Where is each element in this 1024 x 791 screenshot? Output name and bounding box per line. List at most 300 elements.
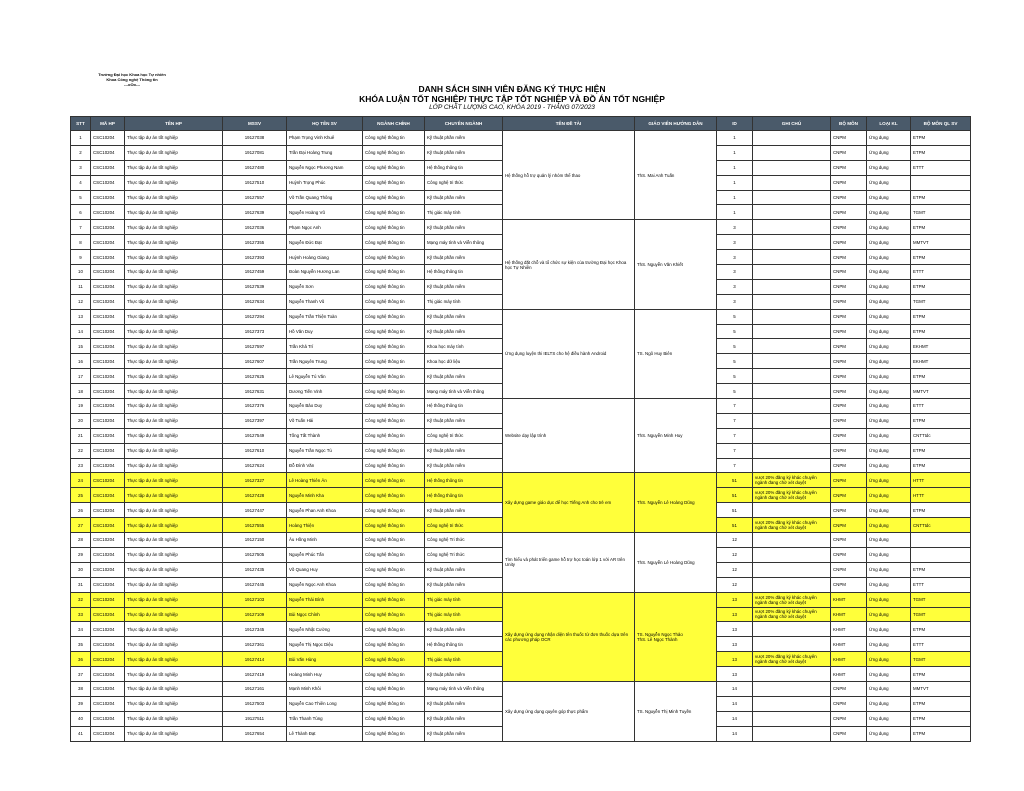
student-id-cell: 19127511	[223, 711, 287, 726]
managing-department-cell: ETPM	[911, 622, 971, 637]
department-cell: CNPM	[831, 399, 867, 414]
course-code-cell: CSC10204	[91, 145, 125, 160]
note-cell	[753, 145, 831, 160]
department-cell: CNPM	[831, 354, 867, 369]
course-name-cell: Thực tập dự án tốt nghiệp	[125, 369, 223, 384]
managing-department-cell: ETPM	[911, 503, 971, 518]
major-cell: Công nghệ thông tin	[363, 488, 425, 503]
managing-department-cell: MMTVT	[911, 235, 971, 250]
course-code-cell: CSC10204	[91, 428, 125, 443]
student-id-cell: 19127539	[223, 279, 287, 294]
table-row	[71, 592, 971, 607]
document-subtitle: KHÓA LUẬN TỐT NGHIỆP/ THỰC TẬP TỐT NGHIỆP VÀ ĐỒ ÁN TỐT NGHIỆP	[359, 94, 665, 104]
advisor-cell: ThS. Nguyễn Minh Huy	[635, 399, 717, 473]
stt-cell: 9	[71, 250, 91, 265]
course-name-cell: Thực tập dự án tốt nghiệp	[125, 250, 223, 265]
course-name-cell: Thực tập dự án tốt nghiệp	[125, 384, 223, 399]
note-cell	[753, 175, 831, 190]
stt-cell: 22	[71, 443, 91, 458]
topic-id-cell: 51	[717, 488, 753, 503]
course-code-cell: CSC10204	[91, 279, 125, 294]
department-cell: CNPM	[831, 265, 867, 280]
specialization-cell: Kỹ thuật phần mềm	[425, 577, 503, 592]
course-code-cell: CSC10204	[91, 175, 125, 190]
student-name-cell: Mạnh Minh Khôi	[287, 681, 363, 696]
course-code-cell: CSC10204	[91, 726, 125, 741]
note-cell	[753, 309, 831, 324]
department-cell: CNPM	[831, 294, 867, 309]
student-name-cell: Nguyễn Thị Ngọc Diệu	[287, 637, 363, 652]
course-code-cell: CSC10204	[91, 131, 125, 146]
note-cell	[753, 681, 831, 696]
specialization-cell: Hệ thống thông tin	[425, 160, 503, 175]
course-code-cell: CSC10204	[91, 205, 125, 220]
topic-id-cell: 3	[717, 265, 753, 280]
course-name-cell: Thực tập dự án tốt nghiệp	[125, 592, 223, 607]
student-id-cell: 19127624	[223, 458, 287, 473]
department-cell: CNPM	[831, 279, 867, 294]
department-cell: CNPM	[831, 324, 867, 339]
stt-cell: 16	[71, 354, 91, 369]
note-cell	[753, 354, 831, 369]
managing-department-cell: ETPM	[911, 413, 971, 428]
topic-id-cell: 14	[717, 696, 753, 711]
course-name-cell: Thực tập dự án tốt nghiệp	[125, 503, 223, 518]
course-name-cell: Thực tập dự án tốt nghiệp	[125, 637, 223, 652]
note-cell	[753, 384, 831, 399]
major-cell: Công nghệ thông tin	[363, 369, 425, 384]
department-cell: KHMT	[831, 607, 867, 622]
thesis-type-cell: Ứng dụng	[867, 473, 911, 488]
course-name-cell: Thực tập dự án tốt nghiệp	[125, 235, 223, 250]
thesis-type-cell: Ứng dụng	[867, 399, 911, 414]
specialization-cell: Kỹ thuật phần mềm	[425, 250, 503, 265]
topic-id-cell: 12	[717, 533, 753, 548]
note-cell	[753, 324, 831, 339]
student-id-cell: 19127597	[223, 339, 287, 354]
stt-cell: 29	[71, 547, 91, 562]
note-cell: vượt 20% đăng ký khác chuyên ngành đang chờ xét duyệt	[753, 652, 831, 667]
department-cell: KHMT	[831, 667, 867, 682]
stt-cell: 14	[71, 324, 91, 339]
managing-department-cell: MMTVT	[911, 681, 971, 696]
course-code-cell: CSC10204	[91, 696, 125, 711]
course-name-cell: Thực tập dự án tốt nghiệp	[125, 652, 223, 667]
student-id-cell: 19127445	[223, 577, 287, 592]
thesis-type-cell: Ứng dụng	[867, 577, 911, 592]
course-name-cell: Thực tập dự án tốt nghiệp	[125, 547, 223, 562]
student-name-cell: Tống Tất Thành	[287, 428, 363, 443]
note-cell: vượt 20% đăng ký khác chuyên ngành đang chờ xét duyệt	[753, 607, 831, 622]
topic-title-cell: Xây dựng game giáo dục để học Tiếng Anh cho trẻ em	[503, 473, 635, 533]
student-name-cell: Nguyễn Ngọc Phương Nam	[287, 160, 363, 175]
student-name-cell: Đỗ Đình Văn	[287, 458, 363, 473]
topic-id-cell: 7	[717, 399, 753, 414]
course-name-cell: Thực tập dự án tốt nghiệp	[125, 711, 223, 726]
student-id-cell: 19127397	[223, 413, 287, 428]
topic-id-cell: 7	[717, 413, 753, 428]
specialization-cell: Kỹ thuật phần mềm	[425, 369, 503, 384]
course-code-cell: CSC10204	[91, 622, 125, 637]
thesis-type-cell: Ứng dụng	[867, 369, 911, 384]
stt-cell: 18	[71, 384, 91, 399]
stt-cell: 26	[71, 503, 91, 518]
managing-department-cell: ETPM	[911, 711, 971, 726]
specialization-cell: Hệ thống thông tin	[425, 399, 503, 414]
course-code-cell: CSC10204	[91, 518, 125, 533]
student-name-cell: Hồ Văn Duy	[287, 324, 363, 339]
department-cell: CNPM	[831, 518, 867, 533]
department-cell: CNPM	[831, 160, 867, 175]
department-cell: CNPM	[831, 547, 867, 562]
thesis-type-cell: Ứng dụng	[867, 696, 911, 711]
department-cell: CNPM	[831, 131, 867, 146]
thesis-type-cell: Ứng dụng	[867, 279, 911, 294]
student-id-cell: 19127480	[223, 160, 287, 175]
managing-department-cell: TGMT	[911, 205, 971, 220]
course-name-cell: Thực tập dự án tốt nghiệp	[125, 145, 223, 160]
course-code-cell: CSC10204	[91, 220, 125, 235]
major-cell: Công nghệ thông tin	[363, 681, 425, 696]
stt-cell: 27	[71, 518, 91, 533]
managing-department-cell: ETPM	[911, 250, 971, 265]
course-name-cell: Thực tập dự án tốt nghiệp	[125, 220, 223, 235]
student-id-cell: 19127503	[223, 696, 287, 711]
stt-cell: 32	[71, 592, 91, 607]
student-id-cell: 19127549	[223, 428, 287, 443]
column-header: TÊN HP	[125, 117, 223, 131]
student-name-cell: Lê Nguyễn Tú Văn	[287, 369, 363, 384]
thesis-type-cell: Ứng dụng	[867, 324, 911, 339]
student-id-cell: 19127081	[223, 145, 287, 160]
managing-department-cell: ETPM	[911, 309, 971, 324]
topic-id-cell: 14	[717, 711, 753, 726]
student-name-cell: Âu Hồng Minh	[287, 533, 363, 548]
stt-cell: 15	[71, 339, 91, 354]
course-code-cell: CSC10204	[91, 488, 125, 503]
topic-id-cell: 51	[717, 473, 753, 488]
thesis-type-cell: Ứng dụng	[867, 309, 911, 324]
managing-department-cell: ETPM	[911, 220, 971, 235]
course-code-cell: CSC10204	[91, 458, 125, 473]
note-cell	[753, 369, 831, 384]
major-cell: Công nghệ thông tin	[363, 622, 425, 637]
major-cell: Công nghệ thông tin	[363, 503, 425, 518]
note-cell	[753, 547, 831, 562]
thesis-type-cell: Ứng dụng	[867, 205, 911, 220]
student-name-cell: Phạm Ngọc Anh	[287, 220, 363, 235]
stt-cell: 30	[71, 562, 91, 577]
note-cell	[753, 235, 831, 250]
department-cell: CNPM	[831, 205, 867, 220]
managing-department-cell: CNTTtdc	[911, 518, 971, 533]
topic-id-cell: 51	[717, 503, 753, 518]
major-cell: Công nghệ thông tin	[363, 339, 425, 354]
course-code-cell: CSC10204	[91, 637, 125, 652]
course-name-cell: Thực tập dự án tốt nghiệp	[125, 607, 223, 622]
student-id-cell: 19127447	[223, 503, 287, 518]
topic-id-cell: 13	[717, 637, 753, 652]
student-id-cell: 19127361	[223, 637, 287, 652]
stt-cell: 3	[71, 160, 91, 175]
student-id-cell: 19127414	[223, 652, 287, 667]
student-id-cell: 19127634	[223, 294, 287, 309]
stt-cell: 37	[71, 667, 91, 682]
topic-id-cell: 12	[717, 577, 753, 592]
note-cell	[753, 458, 831, 473]
thesis-type-cell: Ứng dụng	[867, 518, 911, 533]
student-id-cell: 19127327	[223, 473, 287, 488]
table-body	[71, 131, 971, 742]
thesis-type-cell: Ứng dụng	[867, 354, 911, 369]
note-cell	[753, 190, 831, 205]
major-cell: Công nghệ thông tin	[363, 354, 425, 369]
topic-id-cell: 14	[717, 726, 753, 741]
course-name-cell: Thực tập dự án tốt nghiệp	[125, 696, 223, 711]
student-name-cell: Hoàng Thiện	[287, 518, 363, 533]
student-name-cell: Nguyễn Phan Anh Khoa	[287, 503, 363, 518]
major-cell: Công nghệ thông tin	[363, 413, 425, 428]
department-cell: CNPM	[831, 562, 867, 577]
column-header: HỌ TÊN SV	[287, 117, 363, 131]
column-header: GHI CHÚ	[753, 117, 831, 131]
major-cell: Công nghệ thông tin	[363, 145, 425, 160]
note-cell	[753, 622, 831, 637]
student-name-cell: Nguyễn Bảo Duy	[287, 399, 363, 414]
org-line-3: ---oOo---	[124, 82, 140, 87]
course-code-cell: CSC10204	[91, 265, 125, 280]
course-code-cell: CSC10204	[91, 384, 125, 399]
student-id-cell: 19127625	[223, 369, 287, 384]
topic-id-cell: 1	[717, 175, 753, 190]
course-code-cell: CSC10204	[91, 667, 125, 682]
stt-cell: 2	[71, 145, 91, 160]
note-cell	[753, 220, 831, 235]
major-cell: Công nghệ thông tin	[363, 279, 425, 294]
student-name-cell: Nguyễn Hoàng Vũ	[287, 205, 363, 220]
topic-id-cell: 5	[717, 384, 753, 399]
student-id-cell: 19127607	[223, 354, 287, 369]
student-name-cell: Bùi Văn Hùng	[287, 652, 363, 667]
stt-cell: 6	[71, 205, 91, 220]
managing-department-cell: TGMT	[911, 294, 971, 309]
course-name-cell: Thực tập dự án tốt nghiệp	[125, 488, 223, 503]
topic-id-cell: 1	[717, 160, 753, 175]
advisor-cell: ThS. Nguyễn Văn Khiết	[635, 220, 717, 309]
student-name-cell: Nguyễn Trần Ngọc Tú	[287, 443, 363, 458]
department-cell: CNPM	[831, 696, 867, 711]
student-name-cell: Nguyễn Phúc Tấn	[287, 547, 363, 562]
topic-title-cell: Tìm hiểu và phát triển game hỗ trợ học toán lớp 1 với AR trên Unity	[503, 533, 635, 593]
course-name-cell: Thực tập dự án tốt nghiệp	[125, 667, 223, 682]
course-code-cell: CSC10204	[91, 681, 125, 696]
advisor-cell: TS. Nguyễn Ngọc Thảo ThS. Lê Ngọc Thành	[635, 592, 717, 681]
topic-id-cell: 12	[717, 547, 753, 562]
stt-cell: 12	[71, 294, 91, 309]
student-name-cell: Dương Tiến Vinh	[287, 384, 363, 399]
thesis-type-cell: Ứng dụng	[867, 131, 911, 146]
thesis-type-cell: Ứng dụng	[867, 190, 911, 205]
major-cell: Công nghệ thông tin	[363, 562, 425, 577]
note-cell	[753, 131, 831, 146]
student-name-cell: Nguyễn Thái Bình	[287, 592, 363, 607]
managing-department-cell: ETPM	[911, 726, 971, 741]
note-cell	[753, 711, 831, 726]
student-name-cell: Nguyễn Minh Kha	[287, 488, 363, 503]
thesis-type-cell: Ứng dụng	[867, 428, 911, 443]
registration-table	[70, 116, 971, 742]
note-cell	[753, 160, 831, 175]
thesis-type-cell: Ứng dụng	[867, 711, 911, 726]
department-cell: CNPM	[831, 339, 867, 354]
stt-cell: 41	[71, 726, 91, 741]
specialization-cell: Khoa học dữ liệu	[425, 354, 503, 369]
managing-department-cell: ETPM	[911, 279, 971, 294]
department-cell: KHMT	[831, 637, 867, 652]
managing-department-cell: ETPM	[911, 443, 971, 458]
student-id-cell: 19127373	[223, 324, 287, 339]
course-name-cell: Thực tập dự án tốt nghiệp	[125, 622, 223, 637]
column-header: ID	[717, 117, 753, 131]
major-cell: Công nghệ thông tin	[363, 175, 425, 190]
student-name-cell: Bùi Ngọc Chính	[287, 607, 363, 622]
stt-cell: 1	[71, 131, 91, 146]
managing-department-cell: ETTT	[911, 160, 971, 175]
course-name-cell: Thực tập dự án tốt nghiệp	[125, 279, 223, 294]
course-name-cell: Thực tập dự án tốt nghiệp	[125, 309, 223, 324]
managing-department-cell	[911, 175, 971, 190]
column-header: NGÀNH CHÍNH	[363, 117, 425, 131]
managing-department-cell: TGMT	[911, 607, 971, 622]
note-cell	[753, 205, 831, 220]
student-id-cell: 19127428	[223, 488, 287, 503]
note-cell	[753, 428, 831, 443]
student-name-cell: Trần Khả Trí	[287, 339, 363, 354]
thesis-type-cell: Ứng dụng	[867, 160, 911, 175]
topic-id-cell: 1	[717, 205, 753, 220]
department-cell: CNPM	[831, 577, 867, 592]
student-id-cell: 19127631	[223, 384, 287, 399]
column-header: MÃ HP	[91, 117, 125, 131]
thesis-type-cell: Ứng dụng	[867, 681, 911, 696]
course-code-cell: CSC10204	[91, 354, 125, 369]
specialization-cell: Công nghệ Tri thức	[425, 547, 503, 562]
note-cell	[753, 667, 831, 682]
specialization-cell: Kỹ thuật phần mềm	[425, 324, 503, 339]
course-name-cell: Thực tập dự án tốt nghiệp	[125, 726, 223, 741]
topic-id-cell: 51	[717, 518, 753, 533]
student-id-cell: 19127103	[223, 592, 287, 607]
thesis-type-cell: Ứng dụng	[867, 488, 911, 503]
thesis-type-cell: Ứng dụng	[867, 592, 911, 607]
specialization-cell: Thị giác máy tính	[425, 294, 503, 309]
thesis-type-cell: Ứng dụng	[867, 607, 911, 622]
topic-id-cell: 13	[717, 652, 753, 667]
course-name-cell: Thực tập dự án tốt nghiệp	[125, 458, 223, 473]
major-cell: Công nghệ thông tin	[363, 458, 425, 473]
department-cell: CNPM	[831, 384, 867, 399]
note-cell	[753, 250, 831, 265]
department-cell: CNPM	[831, 413, 867, 428]
managing-department-cell: ETPM	[911, 696, 971, 711]
stt-cell: 19	[71, 399, 91, 414]
course-code-cell: CSC10204	[91, 294, 125, 309]
specialization-cell: Hệ thống thông tin	[425, 473, 503, 488]
topic-id-cell: 3	[717, 250, 753, 265]
advisor-cell: ThS. Mai Anh Tuấn	[635, 131, 717, 220]
department-cell: CNPM	[831, 726, 867, 741]
student-name-cell: Lê Hoàng Thiên Ân	[287, 473, 363, 488]
major-cell: Công nghệ thông tin	[363, 160, 425, 175]
topic-title-cell: Xây dựng ứng dụng nhận diện tên thuốc từ đơn thuốc dựa trên các phương pháp OCR	[503, 592, 635, 681]
course-name-cell: Thực tập dự án tốt nghiệp	[125, 265, 223, 280]
org-line-2: Khoa Công nghệ Thông tin	[106, 77, 158, 82]
department-cell: CNPM	[831, 309, 867, 324]
topic-id-cell: 12	[717, 562, 753, 577]
specialization-cell: Kỹ thuật phần mềm	[425, 696, 503, 711]
major-cell: Công nghệ thông tin	[363, 547, 425, 562]
table-row	[71, 399, 971, 414]
managing-department-cell: ETPM	[911, 324, 971, 339]
course-code-cell: CSC10204	[91, 652, 125, 667]
stt-cell: 11	[71, 279, 91, 294]
student-id-cell: 19127610	[223, 443, 287, 458]
student-id-cell: 19127555	[223, 518, 287, 533]
thesis-type-cell: Ứng dụng	[867, 533, 911, 548]
topic-id-cell: 3	[717, 235, 753, 250]
course-name-cell: Thực tập dự án tốt nghiệp	[125, 399, 223, 414]
course-name-cell: Thực tập dự án tốt nghiệp	[125, 413, 223, 428]
topic-id-cell: 13	[717, 667, 753, 682]
course-name-cell: Thực tập dự án tốt nghiệp	[125, 205, 223, 220]
managing-department-cell: ETPM	[911, 458, 971, 473]
note-cell	[753, 339, 831, 354]
stt-cell: 39	[71, 696, 91, 711]
department-cell: CNPM	[831, 711, 867, 726]
stt-cell: 10	[71, 265, 91, 280]
student-name-cell: Hoàng Minh Huy	[287, 667, 363, 682]
specialization-cell: Kỹ thuật phần mềm	[425, 131, 503, 146]
department-cell: CNPM	[831, 175, 867, 190]
specialization-cell: Kỹ thuật phần mềm	[425, 190, 503, 205]
topic-id-cell: 3	[717, 220, 753, 235]
stt-cell: 21	[71, 428, 91, 443]
topic-id-cell: 13	[717, 622, 753, 637]
course-name-cell: Thực tập dự án tốt nghiệp	[125, 562, 223, 577]
topic-id-cell: 14	[717, 681, 753, 696]
specialization-cell: Công nghệ tri thức	[425, 428, 503, 443]
major-cell: Công nghệ thông tin	[363, 577, 425, 592]
specialization-cell: Kỹ thuật phần mềm	[425, 220, 503, 235]
note-cell	[753, 726, 831, 741]
major-cell: Công nghệ thông tin	[363, 726, 425, 741]
managing-department-cell: ETPM	[911, 369, 971, 384]
note-cell	[753, 294, 831, 309]
managing-department-cell: ETTT	[911, 577, 971, 592]
student-name-cell: Huỳnh Trọng Phúc	[287, 175, 363, 190]
org-line-1: Trường Đại học Khoa học Tự nhiên	[98, 72, 166, 77]
specialization-cell: Kỹ thuật phần mềm	[425, 279, 503, 294]
course-code-cell: CSC10204	[91, 533, 125, 548]
managing-department-cell: MMTVT	[911, 384, 971, 399]
table-row	[71, 131, 971, 146]
major-cell: Công nghệ thông tin	[363, 696, 425, 711]
managing-department-cell: ETPM	[911, 667, 971, 682]
student-id-cell: 19127393	[223, 250, 287, 265]
course-code-cell: CSC10204	[91, 711, 125, 726]
note-cell: vượt 20% đăng ký khác chuyên ngành đang chờ xét duyệt	[753, 518, 831, 533]
topic-id-cell: 7	[717, 458, 753, 473]
